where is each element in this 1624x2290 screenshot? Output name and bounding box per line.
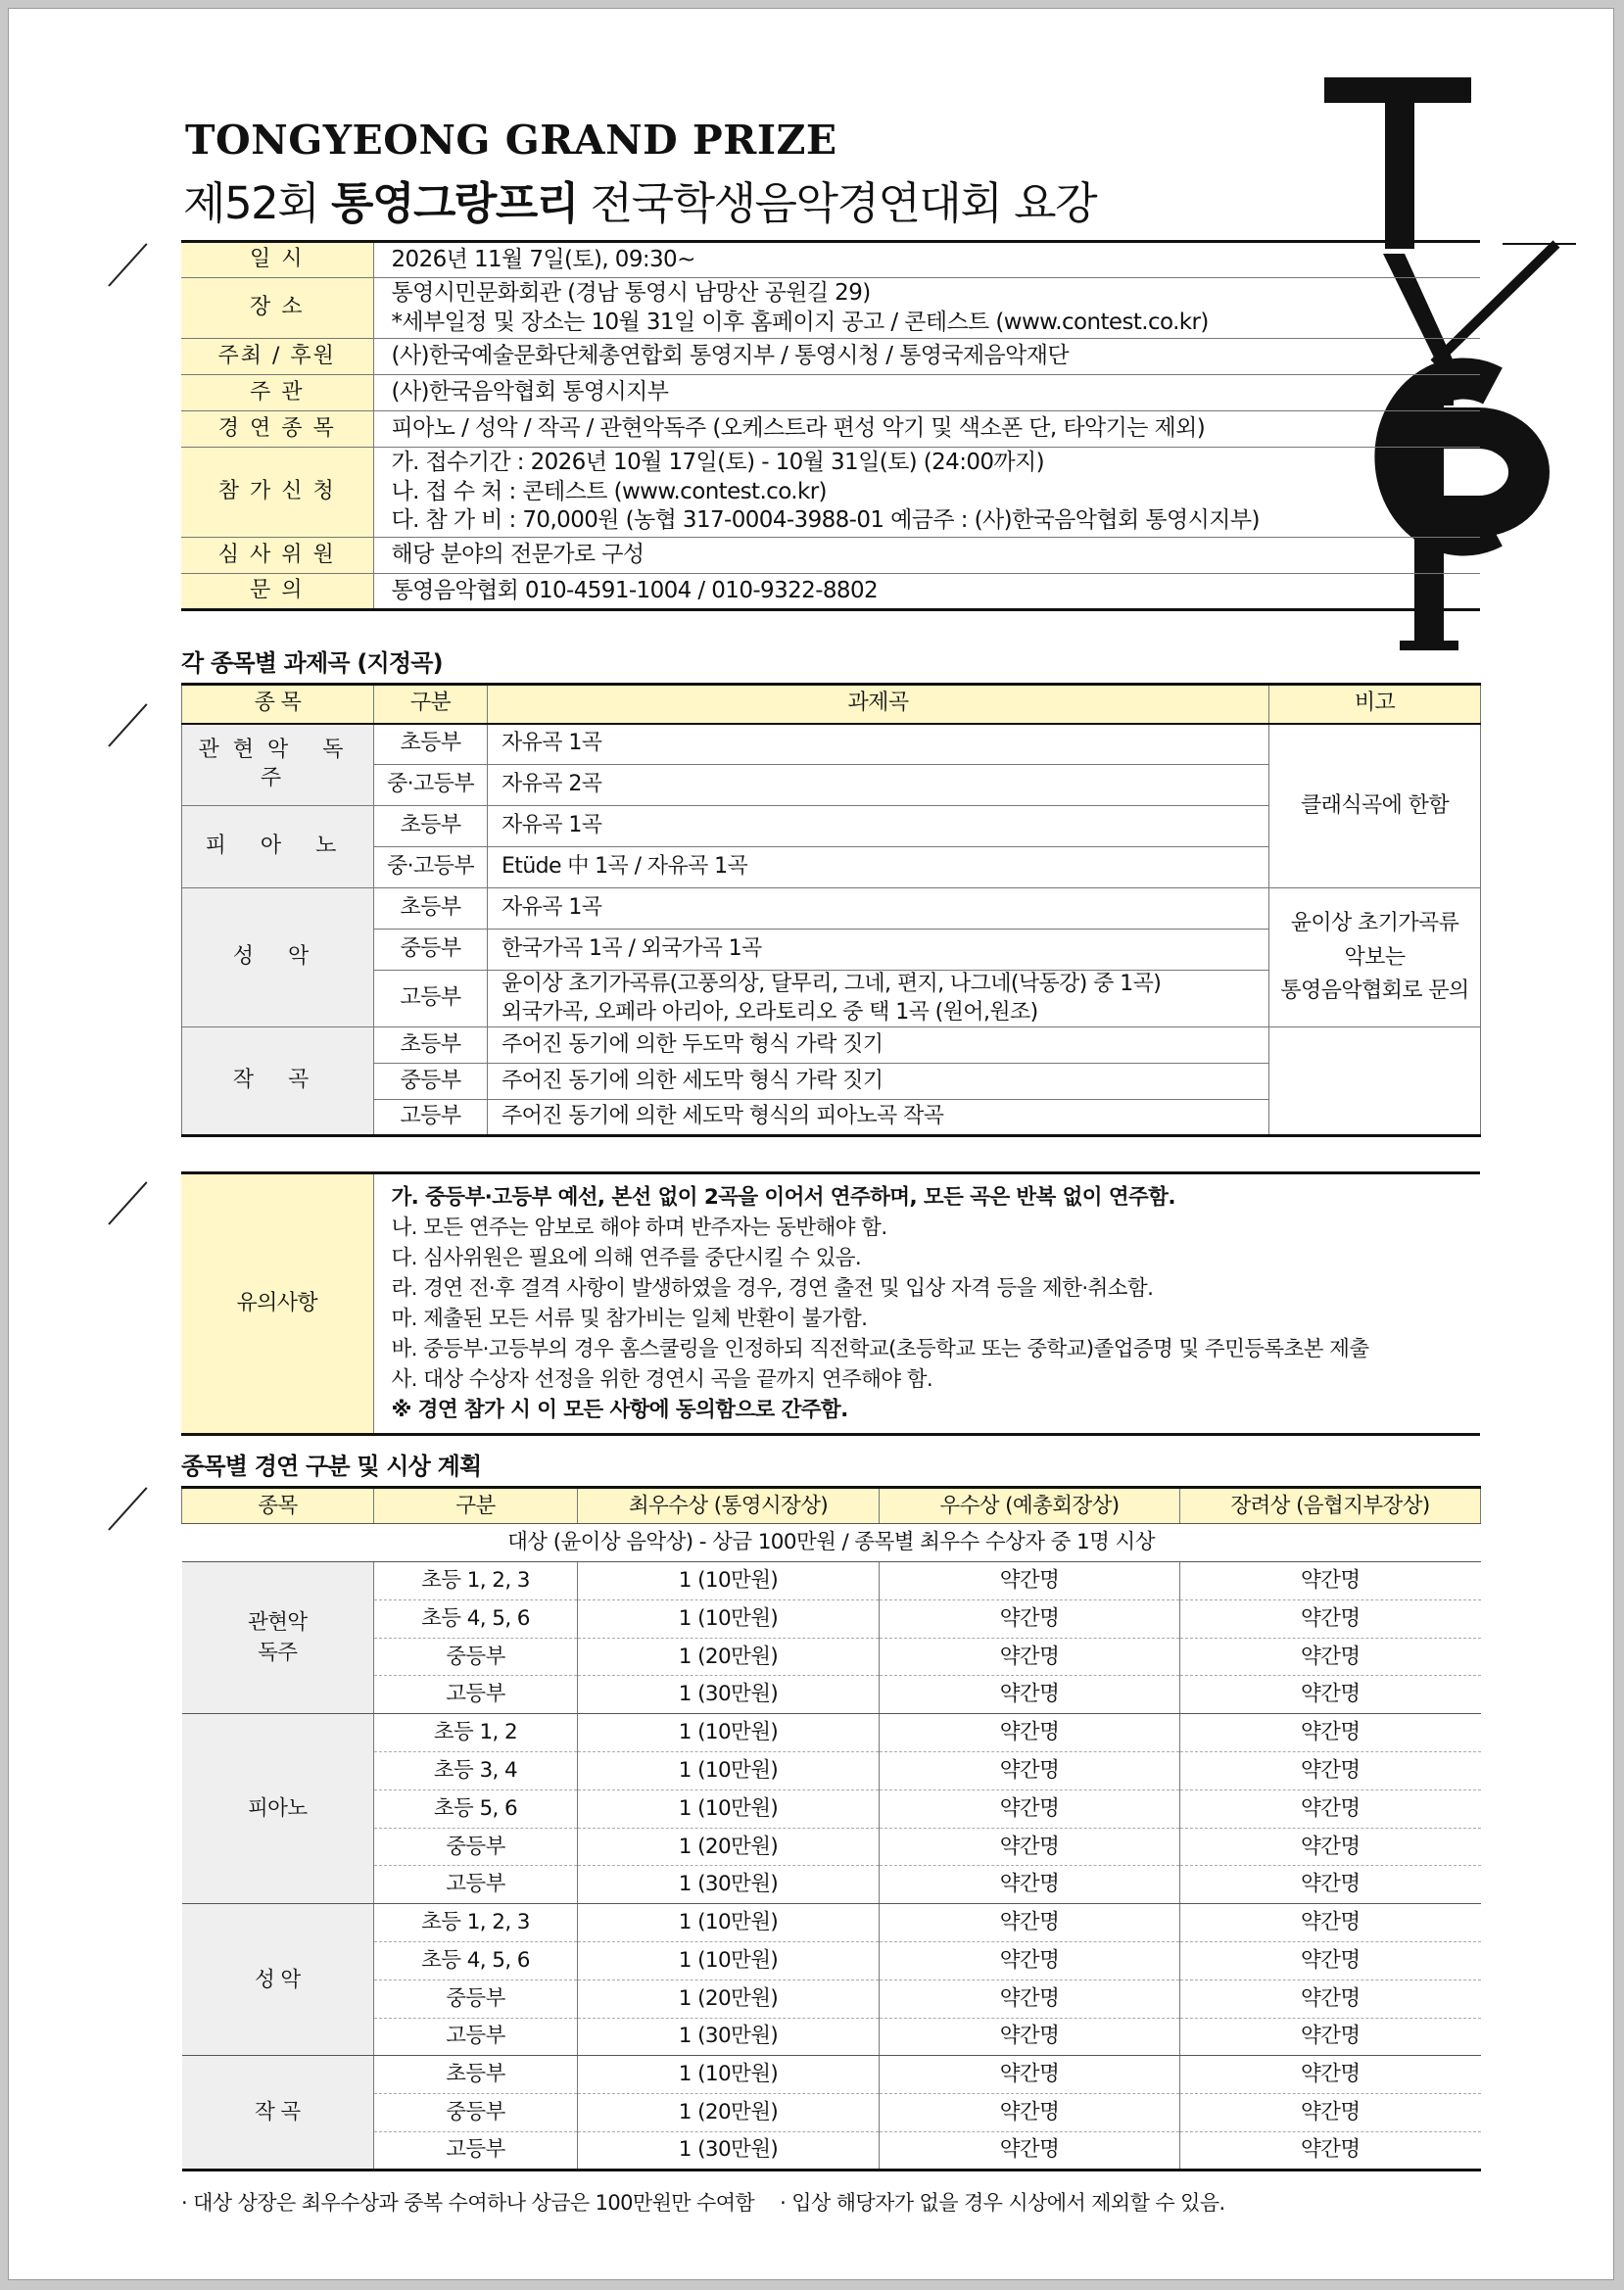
notice-label: 유의사항 (181, 1173, 373, 1435)
prize-division: 고등부 (374, 2018, 578, 2056)
prize-division: 초등부 (374, 2056, 578, 2094)
info-value (373, 375, 1480, 411)
prize-division: 초등 1, 2 (374, 1714, 578, 1752)
prize-third: 약간명 (1180, 1789, 1481, 1828)
prize-first: 1 (20만원) (578, 2094, 880, 2132)
info-label: 참 가 신 청 (181, 448, 373, 538)
info-label: 문 의 (181, 574, 373, 610)
prize-second: 약간명 (880, 1828, 1180, 1866)
songs-category: 작 곡 (182, 1027, 374, 1136)
prize-third: 약간명 (1180, 1904, 1481, 1942)
songs-piece-line: 주어진 동기에 의한 세도막 형식의 피아노곡 작곡 (502, 1104, 944, 1129)
prize-first: 1 (20만원) (578, 1980, 880, 2018)
prize-category-line: 피아노 (247, 1796, 308, 1822)
songs-category: 피 아 노 (182, 806, 374, 888)
songs-piece (488, 971, 1269, 1027)
prize-first: 1 (10만원) (578, 1789, 880, 1828)
songs-division: 중·고등부 (374, 847, 488, 888)
info-label: 경 연 종 목 (181, 411, 373, 448)
info-row (181, 375, 1480, 411)
info-value (373, 448, 1480, 538)
songs-piece-line: 자유곡 2곡 (502, 772, 602, 797)
songs-piece-line: 자유곡 1곡 (502, 895, 602, 921)
info-line: 2026년 11월 7일(토), 09:30~ (391, 246, 695, 272)
prize-division: 고등부 (374, 1866, 578, 1904)
info-label: 장 소 (181, 278, 373, 339)
songs-piece (488, 847, 1269, 888)
prize-first: 1 (10만원) (578, 1751, 880, 1789)
decorative-slash (108, 243, 147, 286)
songs-piece (488, 806, 1269, 847)
songs-row (182, 724, 1481, 765)
prize-second: 약간명 (880, 1676, 1180, 1714)
info-line: (사)한국음악협회 통영시지부 (391, 379, 669, 406)
info-row (181, 538, 1480, 574)
prize-division: 중등부 (374, 1828, 578, 1866)
prize-second: 약간명 (880, 1866, 1180, 1904)
songs-piece-line: 주어진 동기에 의한 세도막 형식 가락 짓기 (502, 1068, 884, 1093)
decorative-slash (108, 1487, 147, 1530)
prize-row (182, 1638, 1481, 1676)
prize-first: 1 (10만원) (578, 1941, 880, 1980)
prize-third: 약간명 (1180, 1828, 1481, 1866)
songs-note-line: 통영음악협회로 문의 (1280, 978, 1469, 1003)
songs-division: 초등부 (374, 1027, 488, 1064)
prize-division: 고등부 (374, 2131, 578, 2170)
prize-header-cell: 우수상 (예총회장상) (880, 1488, 1180, 1524)
prize-header-cell: 구분 (374, 1488, 578, 1524)
notice-item: 라. 경연 전·후 결격 사항이 발생하였을 경우, 경연 출전 및 입상 자격 등을 제한·취소함. (391, 1276, 1154, 1301)
title-bold: 통영그랑프리 (331, 177, 578, 229)
poster-sheet (8, 8, 1614, 2280)
info-row (181, 411, 1480, 448)
songs-division: 중등부 (374, 930, 488, 971)
prize-header-row (182, 1488, 1481, 1524)
songs-piece-line: 자유곡 1곡 (502, 731, 602, 756)
prize-row (182, 1904, 1481, 1942)
footer-note: · 입상 해당자가 없을 경우 시상에서 제외할 수 있음. (780, 2191, 1225, 2215)
prize-category-line: 독주 (258, 1641, 298, 1666)
songs-note (1269, 888, 1481, 1027)
songs-division: 중등부 (374, 1064, 488, 1100)
notice-item: 바. 중등부·고등부의 경우 홈스쿨링을 인정하되 직전학교(초등학교 또는 중학교)졸업증명 및 주민등록초본 제출 (391, 1337, 1369, 1361)
prize-second: 약간명 (880, 2131, 1180, 2170)
prize-table (181, 1486, 1481, 2171)
prize-category-line: 작 곡 (254, 2099, 301, 2124)
prize-row (182, 1562, 1481, 1600)
prize-second: 약간명 (880, 1751, 1180, 1789)
prize-division: 초등 4, 5, 6 (374, 1941, 578, 1980)
prize-row (182, 1941, 1481, 1980)
decorative-slash (108, 1181, 147, 1224)
prize-division: 중등부 (374, 2094, 578, 2132)
prize-third: 약간명 (1180, 1866, 1481, 1904)
info-row (181, 574, 1480, 610)
footer-notes (181, 2187, 1251, 2217)
songs-division: 중·고등부 (374, 765, 488, 806)
grand-prize-text: 대상 (윤이상 음악상) - 상금 100만원 / 종목별 최우수 수상자 중 1명 시상 (182, 1524, 1481, 1562)
prize-header-cell: 장려상 (음협지부장상) (1180, 1488, 1481, 1524)
prize-category-line: 관현악 (247, 1609, 308, 1635)
prize-first: 1 (30만원) (578, 2018, 880, 2056)
info-value (373, 339, 1480, 375)
songs-piece (488, 1100, 1269, 1136)
songs-piece (488, 888, 1269, 930)
info-line: *세부일정 및 장소는 10월 31일 이후 홈페이지 공고 / 콘테스트 (www.contest.co.kr) (391, 309, 1209, 335)
songs-header-cell: 비고 (1269, 685, 1481, 724)
songs-division: 초등부 (374, 724, 488, 765)
prize-second: 약간명 (880, 1980, 1180, 2018)
notice-item: 가. 중등부·고등부 예선, 본선 없이 2곡을 이어서 연주하며, 모든 곡은 반복 없이 연주함. (391, 1185, 1175, 1210)
prize-row (182, 1751, 1481, 1789)
prize-second: 약간명 (880, 1941, 1180, 1980)
songs-piece (488, 1027, 1269, 1064)
prize-category (182, 1904, 374, 2056)
prize-row (182, 2018, 1481, 2056)
prize-row (182, 1866, 1481, 1904)
info-value (373, 574, 1480, 610)
prize-third: 약간명 (1180, 2131, 1481, 2170)
songs-table (181, 683, 1481, 1137)
prize-second: 약간명 (880, 1562, 1180, 1600)
songs-section-title: 각 종목별 과제곡 (지정곡) (181, 649, 443, 677)
songs-piece-line: 외국가곡, 오페라 아리아, 오라토리오 중 택 1곡 (원어,원조) (502, 999, 1038, 1025)
songs-piece-line: Etüde 中 1곡 / 자유곡 1곡 (502, 854, 748, 880)
decorative-slash (108, 703, 147, 746)
prize-category (182, 2056, 374, 2170)
songs-header-cell: 종 목 (182, 685, 374, 724)
prize-row (182, 1676, 1481, 1714)
prize-header-cell: 최우수상 (통영시장상) (578, 1488, 880, 1524)
notice-table (181, 1171, 1480, 1436)
prize-category (182, 1714, 374, 1904)
prize-first: 1 (30만원) (578, 1676, 880, 1714)
prize-first: 1 (10만원) (578, 1714, 880, 1752)
info-line: 통영음악협회 010-4591-1004 / 010-9322-8802 (391, 577, 879, 603)
info-row (181, 448, 1480, 538)
prize-second: 약간명 (880, 1638, 1180, 1676)
prize-row (182, 2131, 1481, 2170)
songs-piece (488, 930, 1269, 971)
title-prefix: 제52회 (183, 177, 319, 229)
info-table (181, 240, 1480, 611)
prize-third: 약간명 (1180, 1751, 1481, 1789)
info-row (181, 339, 1480, 375)
prize-third: 약간명 (1180, 1980, 1481, 2018)
info-line: (사)한국예술문화단체총연합회 통영지부 / 통영시청 / 통영국제음악재단 (391, 343, 1070, 369)
info-row (181, 278, 1480, 339)
notice-item: 사. 대상 수상자 선정을 위한 경연시 곡을 끝까지 연주해야 함. (391, 1367, 933, 1392)
songs-piece (488, 724, 1269, 765)
info-line: 해당 분야의 전문가로 구성 (391, 542, 645, 568)
prize-third: 약간명 (1180, 1941, 1481, 1980)
songs-note-line: 악보는 (1344, 944, 1406, 970)
info-value (373, 538, 1480, 574)
prize-second: 약간명 (880, 2056, 1180, 2094)
prize-row (182, 2094, 1481, 2132)
prize-third: 약간명 (1180, 2094, 1481, 2132)
english-title: TONGYEONG GRAND PRIZE (185, 117, 837, 164)
songs-piece-line: 자유곡 1곡 (502, 813, 602, 838)
prize-second: 약간명 (880, 1714, 1180, 1752)
prize-row (182, 1599, 1481, 1638)
title-suffix: 전국학생음악경연대회 요강 (590, 177, 1097, 229)
prize-second: 약간명 (880, 2094, 1180, 2132)
songs-note (1269, 724, 1481, 888)
notice-item: 마. 제출된 모든 서류 및 참가비는 일체 반환이 불가함. (391, 1307, 868, 1331)
prize-third: 약간명 (1180, 1638, 1481, 1676)
info-value (373, 411, 1480, 448)
grand-prize-row (182, 1524, 1481, 1562)
songs-division: 고등부 (374, 1100, 488, 1136)
notice-item: ※ 경연 참가 시 이 모든 사항에 동의함으로 간주함. (391, 1398, 848, 1422)
songs-division: 고등부 (374, 971, 488, 1027)
songs-category: 관현악 독주 (182, 724, 374, 806)
prize-row (182, 1714, 1481, 1752)
prize-first: 1 (10만원) (578, 1904, 880, 1942)
songs-piece-line: 주어진 동기에 의한 두도막 형식 가락 짓기 (502, 1031, 884, 1057)
songs-division: 초등부 (374, 888, 488, 930)
prize-row (182, 2056, 1481, 2094)
songs-note-line: 윤이상 초기가곡류 (1290, 911, 1459, 936)
prize-division: 중등부 (374, 1638, 578, 1676)
info-line: 통영시민문화회관 (경남 통영시 남망산 공원길 29) (391, 279, 871, 306)
info-label: 일 시 (181, 242, 373, 278)
prize-third: 약간명 (1180, 2056, 1481, 2094)
prize-first: 1 (10만원) (578, 2056, 880, 2094)
prize-division: 초등 1, 2, 3 (374, 1904, 578, 1942)
info-label: 주최 / 후원 (181, 339, 373, 375)
prize-second: 약간명 (880, 1789, 1180, 1828)
prize-division: 초등 3, 4 (374, 1751, 578, 1789)
info-label: 심 사 위 원 (181, 538, 373, 574)
prize-second: 약간명 (880, 1599, 1180, 1638)
prize-category-line: 성 악 (254, 1967, 301, 1992)
songs-division: 초등부 (374, 806, 488, 847)
songs-row (182, 1027, 1481, 1064)
prize-division: 초등 5, 6 (374, 1789, 578, 1828)
prize-third: 약간명 (1180, 2018, 1481, 2056)
prizes-section-title: 종목별 경연 구분 및 시상 계획 (181, 1453, 482, 1480)
prize-row (182, 1980, 1481, 2018)
info-value (373, 278, 1480, 339)
songs-category: 성 악 (182, 888, 374, 1027)
prize-division: 초등 1, 2, 3 (374, 1562, 578, 1600)
prize-division: 초등 4, 5, 6 (374, 1599, 578, 1638)
prize-second: 약간명 (880, 2018, 1180, 2056)
songs-note-line: 클래식곡에 한함 (1301, 792, 1449, 818)
songs-piece (488, 765, 1269, 806)
info-line: 피아노 / 성악 / 작곡 / 관현악독주 (오케스트라 편성 악기 및 색소폰 단, 타악기는 제외) (391, 415, 1206, 442)
prize-first: 1 (20만원) (578, 1638, 880, 1676)
notice-item: 나. 모든 연주는 암보로 해야 하며 반주자는 동반해야 함. (391, 1216, 887, 1240)
info-line: 다. 참 가 비 : 70,000원 (농협 317-0004-3988-01 예금주 : (사)한국음악협회 통영시지부) (391, 507, 1260, 534)
songs-header-cell: 구분 (374, 685, 488, 724)
prize-third: 약간명 (1180, 1599, 1481, 1638)
korean-title (183, 167, 1096, 231)
info-value (373, 242, 1480, 278)
notice-item: 다. 심사위원은 필요에 의해 연주를 중단시킬 수 있음. (391, 1246, 862, 1270)
info-row (181, 242, 1480, 278)
prize-division: 고등부 (374, 1676, 578, 1714)
info-label: 주 관 (181, 375, 373, 411)
songs-header-cell: 과제곡 (488, 685, 1269, 724)
info-line: 가. 접수기간 : 2026년 10월 17일(토) - 10월 31일(토) (24:00까지) (391, 449, 1045, 475)
prize-row (182, 1789, 1481, 1828)
prize-division: 중등부 (374, 1980, 578, 2018)
prize-third: 약간명 (1180, 1676, 1481, 1714)
notice-items (373, 1173, 1480, 1435)
prize-third: 약간명 (1180, 1714, 1481, 1752)
songs-piece (488, 1064, 1269, 1100)
prize-first: 1 (30만원) (578, 1866, 880, 1904)
prize-second: 약간명 (880, 1904, 1180, 1942)
songs-header-row (182, 685, 1481, 724)
prize-first: 1 (30만원) (578, 2131, 880, 2170)
songs-piece-line: 윤이상 초기가곡류(고풍의상, 달무리, 그네, 편지, 나그네(낙동강) 중 1곡) (502, 972, 1162, 996)
prize-first: 1 (20만원) (578, 1828, 880, 1866)
prize-row (182, 1828, 1481, 1866)
prize-first: 1 (10만원) (578, 1599, 880, 1638)
prize-first: 1 (10만원) (578, 1562, 880, 1600)
prize-header-cell: 종목 (182, 1488, 374, 1524)
prize-category (182, 1562, 374, 1714)
songs-piece-line: 한국가곡 1곡 / 외국가곡 1곡 (502, 936, 762, 962)
footer-note: · 대상 상장은 최우수상과 중복 수여하나 상금은 100만원만 수여함 (181, 2191, 755, 2215)
prize-third: 약간명 (1180, 1562, 1481, 1600)
songs-note (1269, 1027, 1481, 1136)
songs-row (182, 888, 1481, 930)
info-line: 나. 접 수 처 : 콘테스트 (www.contest.co.kr) (391, 478, 827, 504)
